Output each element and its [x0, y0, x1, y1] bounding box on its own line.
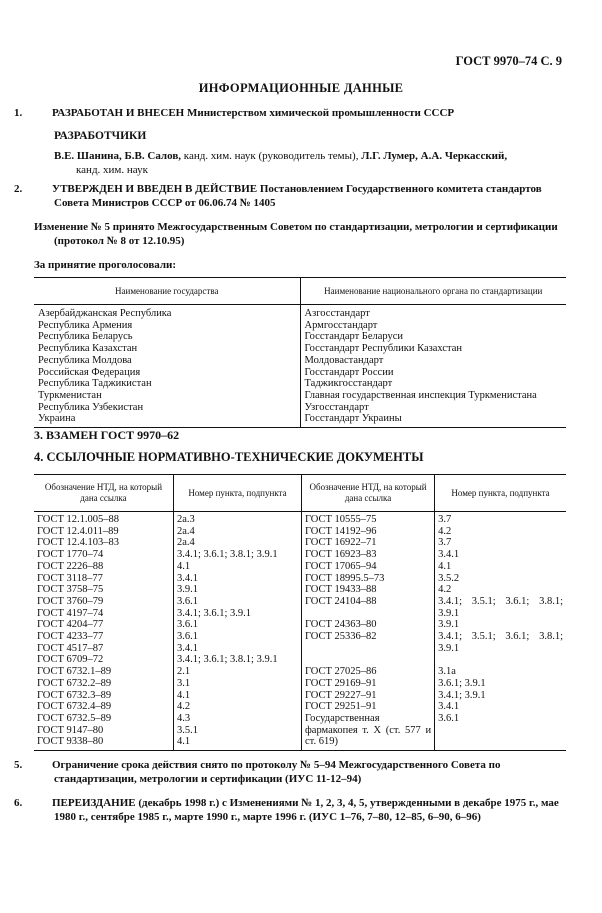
voting-table-header-state: Наименование государства — [34, 278, 300, 305]
state-cell: Республика Казахстан — [34, 343, 300, 355]
table-row — [34, 331, 566, 343]
developers-role-1: канд. хим. наук (руководитель темы), — [181, 150, 362, 162]
section-5-text: Ограничение срока действия снято по протоколу № 5–94 Межгосударственного Совета по стандартизации, метрологии и сертификации (ИУС 11-12–94) — [52, 759, 501, 785]
ref-doc: ГОСТ 16923–83 — [304, 549, 377, 561]
ref-doc: ГОСТ 24104–88 — [304, 595, 377, 607]
section-1 — [14, 106, 566, 120]
state-cell: Российская Федерация — [34, 367, 300, 379]
table-row — [34, 320, 566, 332]
references-table — [34, 474, 566, 751]
ref-doc: ГОСТ 3118–77 — [37, 572, 103, 584]
ref-header-clause-right: Номер пункта, подпункта — [435, 475, 566, 512]
ref-clause: 4.2 — [438, 525, 452, 537]
ref-clause: 4.1 — [176, 689, 191, 701]
body-cell: Госстандарт Беларуси — [304, 331, 404, 343]
ref-clause: 4.1 — [438, 560, 452, 572]
ref-doc: ГОСТ 1770–74 — [37, 549, 104, 561]
table-bottom-cell — [173, 748, 301, 751]
table-row — [34, 512, 566, 749]
section-2 — [14, 182, 566, 210]
ref-clause: 3.6.1 — [176, 595, 198, 607]
ref-doc: Государственная фармакопея т. X (ст. 577 и ст. 619) — [304, 712, 432, 748]
section-5 — [14, 758, 566, 786]
ref-clause: 4.1 — [176, 560, 191, 572]
ref-clause: 3.9.1 — [176, 584, 198, 596]
section-1-heading: РАЗРАБОТАН И ВНЕСЕН — [52, 107, 185, 119]
body-cell: Молдовастандарт — [304, 354, 384, 366]
state-cell: Азербайджанская Республика — [34, 305, 300, 320]
ref-doc: ГОСТ 25336–82 — [304, 631, 377, 643]
section-4: 4. ССЫЛОЧНЫЕ НОРМАТИВНО-ТЕХНИЧЕСКИЕ ДОКУМЕНТЫ — [34, 450, 424, 464]
ref-clause-cell — [173, 512, 301, 749]
table-row — [34, 343, 566, 355]
ref-doc: ГОСТ 6732.5–89 — [37, 712, 112, 724]
ref-doc: ГОСТ 29251–91 — [304, 701, 377, 713]
body-cell: Госстандарт России — [304, 366, 394, 378]
table-row — [34, 413, 566, 427]
ref-clause: 3.5.2 — [438, 572, 460, 584]
ref-clause: 2а.4 — [176, 537, 195, 549]
body-cell: Армгосстандарт — [304, 319, 378, 331]
table-row — [34, 390, 566, 402]
ref-clause: 3.6.1 — [176, 619, 198, 631]
ref-doc: ГОСТ 2226–88 — [37, 560, 104, 572]
ref-clause: 3.4.1; 3.9.1 — [438, 689, 486, 701]
ref-doc: ГОСТ 6732.4–89 — [37, 701, 112, 713]
section-1-text: Министерством химической промышленности СССР — [184, 107, 455, 119]
ref-clause: 3.4.1; 3.5.1; 3.6.1; 3.8.1; 3.9.1 — [438, 595, 563, 619]
change-5-note — [34, 220, 566, 248]
page-header: ГОСТ 9970–74 С. 9 — [455, 54, 562, 68]
page-title: ИНФОРМАЦИОННЫЕ ДАННЫЕ — [198, 81, 404, 95]
table-bottom-cell — [34, 748, 173, 751]
ref-clause: 3.6.1 — [176, 631, 198, 643]
ref-clause: 3.4.1; 3.6.1; 3.9.1 — [176, 607, 252, 619]
table-bottom-cell — [435, 748, 566, 751]
state-cell: Республика Молдова — [34, 355, 300, 367]
ref-doc: ГОСТ 16922–71 — [304, 537, 377, 549]
ref-doc: ГОСТ 29227–91 — [304, 689, 377, 701]
ref-doc: ГОСТ 6732.2–89 — [37, 677, 112, 689]
developers-names-1: В.Е. Шанина, Б.В. Салов, — [54, 150, 182, 162]
ref-doc: ГОСТ 6709–72 — [37, 654, 104, 666]
ref-clause: 4.3 — [176, 712, 191, 724]
ref-clause: 3.4.1 — [438, 701, 460, 713]
body-cell: Госстандарт Украины — [300, 413, 566, 427]
ref-doc: ГОСТ 4233–77 — [37, 631, 104, 643]
ref-doc-cell — [301, 512, 434, 749]
ref-clause: 4.2 — [176, 701, 191, 713]
change-5-text: Изменение № 5 принято Межгосударственным Советом по стандартизации, метрологии и сертификации (протокол № 8 от 12.10.95) — [34, 221, 558, 247]
ref-clause: 2а.3 — [176, 514, 195, 525]
ref-clause: 3.1 — [176, 677, 191, 689]
section-2-heading: УТВЕРЖДЕН И ВВЕДЕН В ДЕЙСТВИЕ — [52, 183, 258, 195]
ref-doc: ГОСТ 18995.5–73 — [304, 572, 385, 584]
section-3: 3. ВЗАМЕН ГОСТ 9970–62 — [34, 428, 180, 442]
ref-doc: ГОСТ 17065–94 — [304, 560, 377, 572]
table-row — [34, 378, 566, 390]
ref-header-clause-left: Номер пункта, подпункта — [173, 475, 301, 512]
ref-doc: ГОСТ 6732.3–89 — [37, 689, 112, 701]
ref-clause: 3.9.1 — [438, 619, 460, 631]
ref-doc: ГОСТ 14192–96 — [304, 525, 377, 537]
state-cell: Республика Узбекистан — [34, 402, 300, 414]
developers-heading: РАЗРАБОТЧИКИ — [54, 130, 147, 142]
section-6-heading: ПЕРЕИЗДАНИЕ — [52, 797, 136, 809]
ref-clause: 3.6.1; 3.9.1 — [438, 677, 486, 689]
section-1-number: 1. — [14, 107, 23, 119]
state-cell: Республика Армения — [34, 320, 300, 332]
ref-doc: ГОСТ 9147–80 — [37, 724, 104, 736]
ref-doc: ГОСТ 29169–91 — [304, 677, 377, 689]
ref-clause: 2.1 — [176, 666, 191, 678]
state-cell: Республика Беларусь — [34, 331, 300, 343]
state-cell: Республика Таджикистан — [34, 378, 300, 390]
ref-doc: ГОСТ 9338–80 — [37, 736, 104, 748]
ref-doc: ГОСТ 12.4.011–89 — [37, 525, 119, 537]
ref-clause: 3.4.1 — [438, 549, 460, 561]
ref-doc: ГОСТ 10555–75 — [304, 514, 377, 525]
state-cell: Туркменистан — [34, 390, 300, 402]
ref-clause: 3.4.1 — [176, 572, 198, 584]
voting-table-header-body: Наименование национального органа по стандартизации — [300, 278, 566, 305]
ref-clause: 3.7 — [438, 537, 452, 549]
body-cell: Таджикгосстандарт — [304, 378, 393, 390]
body-cell: Азгосстандарт — [304, 308, 370, 319]
developers-list — [54, 149, 566, 177]
ref-doc: ГОСТ 27025–86 — [304, 666, 377, 678]
ref-doc: ГОСТ 3758–75 — [37, 584, 104, 596]
ref-clause: 3.1а — [438, 666, 456, 678]
ref-clause: 3.4.1 — [176, 642, 198, 654]
ref-doc: ГОСТ 4204–77 — [37, 619, 104, 631]
ref-doc: ГОСТ 19433–88 — [304, 584, 377, 596]
section-2-text: Постановлением Государственного комитета стандартов Совета Министров СССР от 06.06.74 № 1405 — [54, 183, 542, 209]
ref-clause: 3.4.1; 3.6.1; 3.8.1; 3.9.1 — [176, 654, 278, 666]
table-bottom-cell — [301, 748, 434, 751]
body-cell: Главная государственная инспекция Туркменистана — [304, 389, 537, 401]
ref-doc: ГОСТ 24363–80 — [304, 619, 377, 631]
ref-doc: ГОСТ 4197–74 — [37, 607, 104, 619]
section-5-number: 5. — [14, 759, 23, 771]
table-row — [34, 305, 566, 320]
ref-header-doc-left: Обозначение НТД, на который дана ссылка — [34, 475, 173, 512]
ref-clause: 3.5.1 — [176, 724, 198, 736]
developers-role-2: канд. хим. наук — [76, 164, 148, 176]
table-row — [34, 367, 566, 379]
table-row — [34, 402, 566, 414]
ref-doc-cell — [34, 512, 173, 749]
state-cell: Украина — [34, 413, 300, 427]
ref-clause: 2а.4 — [176, 525, 195, 537]
voting-table — [34, 277, 566, 428]
ref-clause: 3.4.1; 3.5.1; 3.6.1; 3.8.1; 3.9.1 — [438, 631, 563, 654]
vote-heading: За принятие проголосовали: — [34, 259, 177, 271]
section-6 — [14, 796, 566, 824]
ref-doc: ГОСТ 4517–87 — [37, 642, 104, 654]
ref-doc: ГОСТ 12.4.103–83 — [37, 537, 120, 549]
ref-clause: 3.4.1; 3.6.1; 3.8.1; 3.9.1 — [176, 549, 278, 561]
ref-doc: ГОСТ 12.1.005–88 — [37, 514, 120, 525]
table-row — [34, 355, 566, 367]
section-6-text: (декабрь 1998 г.) с Изменениями № 1, 2, 3, 4, 5, утвержденными в декабре 1975 г., мае 1980 г., сентябре 1985 г., марте 1990 г., марте 1996 г. (ИУС 1–76, 7–80, 12–85, 6–90, 6–96) — [54, 797, 559, 823]
ref-clause: 3.7 — [438, 514, 452, 525]
ref-clause: 3.6.1 — [438, 712, 460, 724]
section-6-number: 6. — [14, 797, 23, 809]
ref-header-doc-right: Обозначение НТД, на который дана ссылка — [301, 475, 434, 512]
ref-clause-cell — [435, 512, 566, 749]
developers-names-2: Л.Г. Лумер, А.А. Черкасский, — [361, 150, 508, 162]
ref-doc: ГОСТ 6732.1–89 — [37, 666, 112, 678]
section-2-number: 2. — [14, 183, 23, 195]
ref-doc: ГОСТ 3760–79 — [37, 595, 104, 607]
table-row — [34, 748, 566, 751]
ref-clause: 4.2 — [438, 584, 452, 596]
body-cell: Госстандарт Республики Казахстан — [304, 343, 463, 355]
body-cell: Узгосстандарт — [304, 401, 369, 413]
ref-clause: 4.1 — [176, 736, 191, 748]
